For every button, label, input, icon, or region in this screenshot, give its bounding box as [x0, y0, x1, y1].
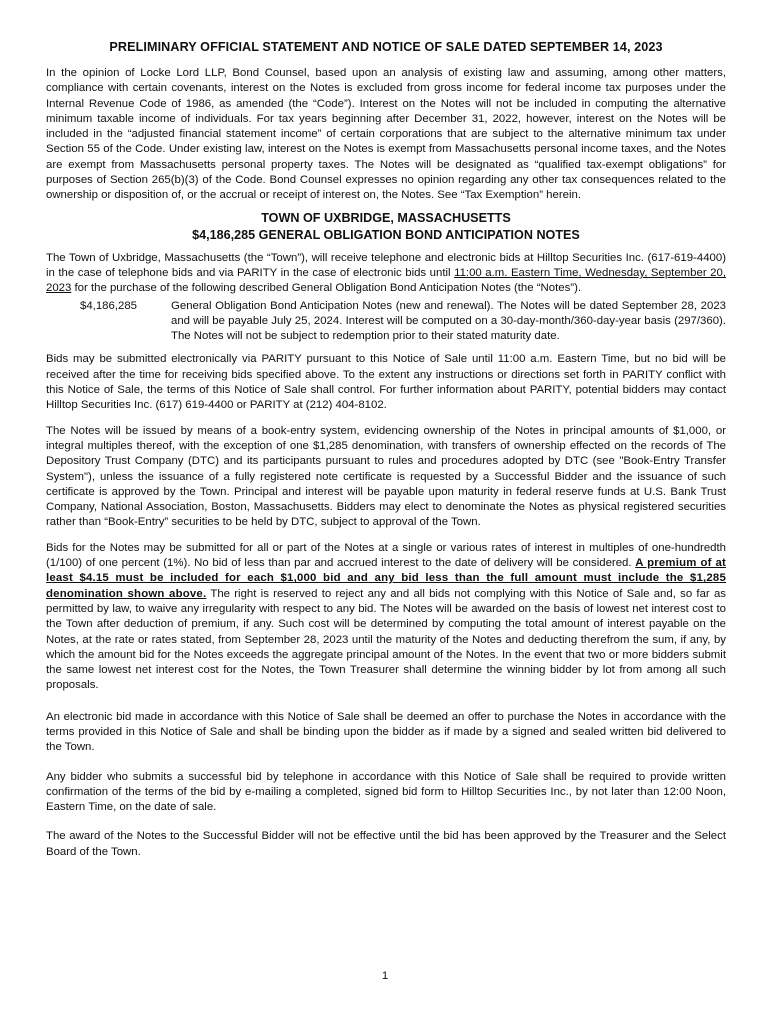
- document-title: PRELIMINARY OFFICIAL STATEMENT AND NOTICE OF SALE DATED SEPTEMBER 14, 2023: [109, 40, 663, 54]
- tax-opinion-paragraph: In the opinion of Locke Lord LLP, Bond Counsel, based upon an analysis of existing law and assuming, among other matters, compliance with certain covenants, interest on the Notes is excluded from gross income for federal income tax purposes under the Internal Revenue Code of 1986, as amended (the “Code”). Interest on the Notes will not be included in computing the alternative minimum taxable income of individuals. For tax years beginning after December 31, 2022, however, interest on the Notes will be included in the “adjusted financial statement income” of certain corporations that are subject to the alternative minimum tax under Section 55 of the Code. Under existing law, interest on the Notes is exempt from Massachusetts personal income taxes, and the Notes are exempt from Massachusetts personal property taxes. The Notes will be designated as “qualified tax-exempt obligations” for purposes of Section 265(b)(3) of the Code. Bond Counsel expresses no opinion regarding any other tax consequences related to the ownership or disposition of, or the accrual or receipt of interest on, the Notes. See “Tax Exemption” herein.: [46, 67, 726, 202]
- award-paragraph: The award of the Notes to the Successful Bidder will not be effective until the bid has been approved by the Treasurer and the Select Board of the Town.: [46, 830, 726, 858]
- book-entry-paragraph: The Notes will be issued by means of a book-entry system, evidencing ownership of the Notes in principal amounts of $1,000, or integral multiples thereof, with the exception of one $1,285 denomination, with transfers of ownership effected on the records of The Depository Trust Company (DTC) and its participants pursuant to rules and procedures adopted by DTC (see "Book-Entry Transfer System"), unless the issuance of a fully registered note certificate is requested by a Successful Bidder and the issuance of such certificate is approved by the Town. Principal and interest will be payable upon maturity in federal reserve funds at U.S. Bank Trust Company, National Association, Boston, Massachusetts. Bidders may elect to denominate the Notes as physical registered securities rather than “Book-Entry” securities to be held by DTC, subject to approval of the Town.: [46, 424, 726, 529]
- bids-text: Bids for the Notes may be submitted for all or part of the Notes at a single or various rates of interest in multiples of one-hundredth (1/100) of one percent (1%). No bid of less than par and accrued interest to the date of delivery will be considered.: [46, 541, 726, 570]
- electronic-bid-paragraph: An electronic bid made in accordance with this Notice of Sale shall be deemed an offer to purchase the Notes in accordance with the terms provided in this Notice of Sale and shall be binding upon the bidder as if made by a signed and sealed written bid delivered to the Town.: [46, 710, 726, 754]
- telephone-bid-paragraph: Any bidder who submits a successful bid by telephone in accordance with this Notice of Sale shall be required to provide written confirmation of the terms of the bid by e-mailing a completed, signed bid form to Hilltop Securities Inc., by not later than 12:00 Noon, Eastern Time, on the date of sale.: [46, 770, 726, 814]
- issue-title: $4,186,285 GENERAL OBLIGATION BOND ANTICIPATION NOTES: [192, 227, 580, 242]
- premium-requirement: A premium of at least $4.15 must be included for each $1,000 bid and any bid less than the full amount must include the $1,285 denomination shown above.: [46, 557, 726, 600]
- bids-paragraph: [46, 541, 726, 694]
- issuer-name: TOWN OF UXBRIDGE, MASSACHUSETTS: [261, 210, 511, 225]
- note-description-row: [46, 299, 726, 345]
- intro-text-end: for the purchase of the following described General Obligation Bond Anticipation Notes (the “Notes”).: [71, 282, 582, 295]
- document-page: [46, 40, 726, 860]
- page-number: 1: [381, 970, 389, 982]
- bid-deadline: 11:00 a.m. Eastern Time, Wednesday, September 20, 2023: [46, 266, 726, 295]
- note-amount: $4,186,285: [80, 299, 138, 312]
- intro-paragraph: [46, 251, 726, 297]
- parity-paragraph: Bids may be submitted electronically via PARITY pursuant to this Notice of Sale until 11:00 a.m. Eastern Time, but no bid will be received after the time for receiving bids specified above. To the extent any instructions or directions set forth in PARITY conflict with this Notice of Sale, the terms of this Notice of Sale shall control. For further information about PARITY, potential bidders may contact Hilltop Securities Inc. (617) 619-4400 or PARITY at (212) 404-8102.: [46, 353, 726, 412]
- intro-text: The Town of Uxbridge, Massachusetts (the “Town”), will receive telephone and electronic bids at Hilltop Securities Inc. (617-619-4400) in the case of telephone bids and via PARITY in the case of electronic bids until: [46, 251, 726, 279]
- issuer-heading: [46, 210, 726, 244]
- bids-text-end: The right is reserved to reject any and all bids not complying with this Notice of Sale and, so far as permitted by law, to waive any irregularity with respect to any bid. The Notes will be awarded on the basis of lowest net interest cost to the Town after deduction of premium, if any. Such cost will be determined by computing the total amount of interest payable on the Notes, at the rate or rates stated, from September 28, 2023 until the maturity of the Notes and deducting therefrom the sum, if any, by which the amount bid for the Notes exceeds the aggregate principal amount of the Notes. In the event that two or more bidders submit the same lowest net interest cost for the Notes, the Town Treasurer shall determine the winning bidder by lot from among all such proposals.: [46, 587, 726, 692]
- note-description: General Obligation Bond Anticipation Notes (new and renewal). The Notes will be dated September 28, 2023 and will be payable July 25, 2024. Interest will be computed on a 30-day-month/360-day-year basis (297/360). The Notes will not be subject to redemption prior to their stated maturity date.: [171, 299, 726, 343]
